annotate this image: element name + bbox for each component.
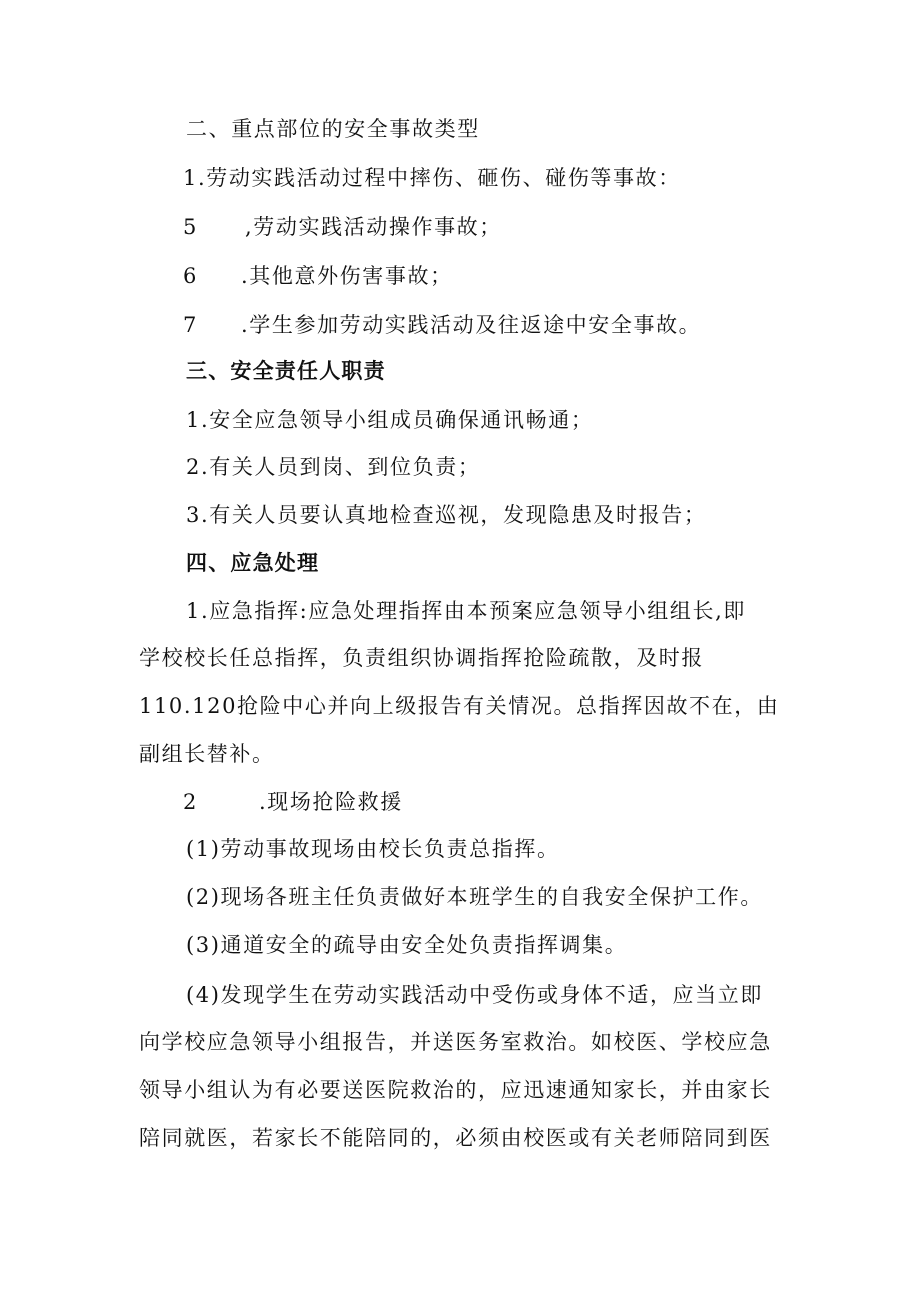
item-number: 5 (183, 215, 198, 239)
section4-sub-3: (3)通道安全的疏导由安全处负责指挥调集。 (186, 933, 628, 957)
section4-sub-1: (1)劳动事故现场由校长负责总指挥。 (186, 837, 560, 861)
item-text: ,劳动实践活动操作事故； (245, 215, 502, 239)
section4-para1-line1: 1.应急指挥:应急处理指挥由本预案应急领导小组组长,即 (186, 599, 746, 623)
section3-heading: 三、安全责任人职责 (186, 359, 386, 383)
section4-sub-2: (2)现场各班主任负责做好本班学生的自我安全保护工作。 (186, 885, 763, 909)
section4-para1-line3: 110.120抢险中心并向上级报告有关情况。总指挥因故不在，由 (139, 694, 780, 718)
item-number: 6 (183, 264, 198, 288)
section3-item-3: 3.有关人员要认真地检查巡视，发现隐患及时报告； (186, 503, 707, 527)
section2-item-2 (183, 212, 502, 242)
section4-sub4-line2: 向学校应急领导小组报告，并送医务室救治。如校医、学校应急 (139, 1030, 772, 1054)
item-text: .其他意外伤害事故； (241, 264, 453, 288)
section3-item-2: 2.有关人员到岗、到位负责； (186, 455, 481, 479)
section4-sub4-line3: 领导小组认为有必要送医院救治的，应迅速通知家长，并由家长 (139, 1078, 772, 1102)
section3-item-1: 1.安全应急领导小组成员确保通讯畅通； (186, 408, 594, 432)
section2-item-4 (183, 310, 701, 340)
item-number: 2 (183, 790, 198, 814)
section4-para1-line2: 学校校长任总指挥，负责组织协调指挥抢险疏散，及时报 (139, 646, 704, 670)
section2-item-3 (183, 261, 453, 291)
section4-sub4-line1: (4)发现学生在劳动实践活动中受伤或身体不适，应当立即 (186, 983, 763, 1007)
item-text: .现场抢险救援 (259, 790, 403, 814)
section2-item-1: 1.劳动实践活动过程中摔伤、砸伤、碰伤等事故： (183, 166, 681, 190)
section4-heading: 四、应急处理 (186, 551, 320, 575)
item-number: 7 (183, 313, 198, 337)
item-text: .学生参加劳动实践活动及往返途中安全事故。 (241, 313, 702, 337)
section4-sub4-line4: 陪同就医，若家长不能陪同的，必须由校医或有关老师陪同到医 (139, 1126, 772, 1150)
section4-para1-line4: 副组长替补。 (139, 742, 275, 766)
section4-item-2 (183, 787, 403, 817)
section2-heading: 二、重点部位的安全事故类型 (186, 117, 480, 141)
